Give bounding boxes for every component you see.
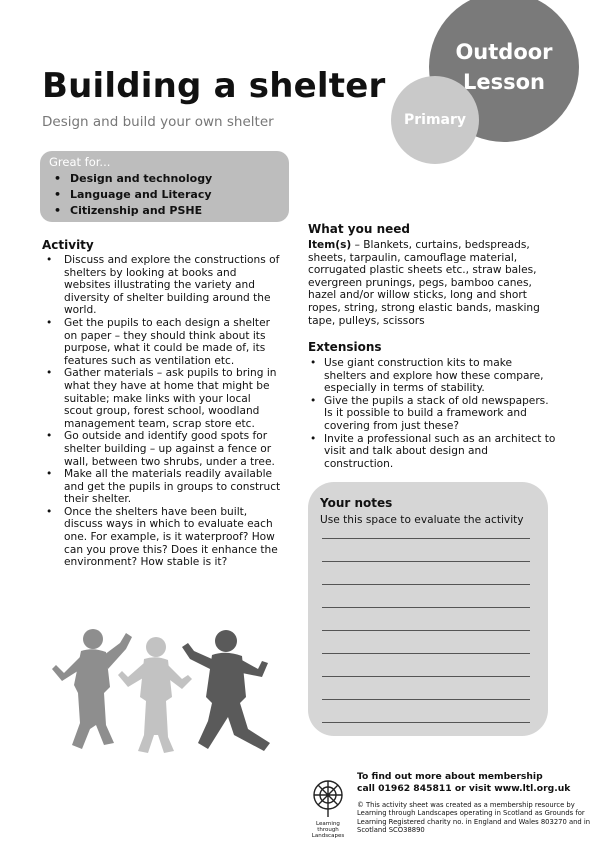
notes-line[interactable] [322, 607, 530, 608]
notes-line[interactable] [322, 630, 530, 631]
notes-heading: Your notes [320, 496, 393, 510]
children-silhouettes-image [48, 625, 293, 765]
list-item: • Design and technology [54, 171, 212, 187]
membership-line-2[interactable]: call 01962 845811 or visit www.ltl.org.uk [357, 783, 571, 794]
list-item: • Use giant construction kits to make shelters and explore how these compare, especially in terms of stability. [308, 357, 556, 395]
extensions-heading: Extensions [308, 340, 382, 354]
notes-line[interactable] [322, 538, 530, 539]
list-item: • Get the pupils to each design a shelter on paper – they should think about its purpose, what it could be made of, its features such as ventilation etc. [42, 317, 282, 367]
items-paragraph [308, 239, 556, 327]
list-item: • Discuss and explore the constructions of shelters by looking at books and websites illustrating the variety and diversity of shelter building around the world. [42, 254, 282, 317]
membership-line-1: To find out more about membership [357, 771, 543, 782]
list-item: • Give the pupils a stack of old newspapers. Is it possible to build a framework and covering from just these? [308, 395, 556, 433]
notes-subtitle: Use this space to evaluate the activity [320, 514, 524, 526]
page-subtitle: Design and build your own shelter [42, 114, 274, 130]
list-item: • Invite a professional such as an architect to visit and talk about design and construction. [308, 433, 556, 471]
list-item: • Gather materials – ask pupils to bring in what they have at home that might be suitable; make links with your local scout group, forest school, woodland management team, scrap store etc. [42, 367, 282, 430]
child-silhouette-2 [118, 637, 192, 753]
list-item: • Language and Literacy [54, 187, 212, 203]
svg-text:through: through [317, 827, 339, 833]
notes-line[interactable] [322, 561, 530, 562]
svg-text:Landscapes: Landscapes [311, 833, 345, 839]
list-item: • Citizenship and PSHE [54, 203, 212, 219]
notes-line[interactable] [322, 722, 530, 723]
badge-line-2: Lesson [462, 70, 545, 94]
list-item: • Go outside and identify good spots for shelter building – up against a fence or wall, between two shrubs, under a tree. [42, 430, 282, 468]
notes-line[interactable] [322, 676, 530, 677]
great-for-heading: Great for... [49, 155, 111, 169]
items-text: – Blankets, curtains, bedspreads, sheets, tarpaulin, camouflage material, corrugated plastic sheets etc., straw bales, evergreen prunings, pegs, bamboo canes, hazel and/or willow sticks, long and short ropes, string, strong elastic bands, masking tape, pulleys, scissors [308, 239, 540, 327]
child-silhouette-3 [182, 630, 270, 751]
list-item: • Once the shelters have been built, discuss ways in which to evaluate each one. For example, is it waterproof? How can you prove this? Does it enhance the environment? How stable is it? [42, 506, 282, 569]
extensions-list [308, 357, 556, 470]
activity-heading: Activity [42, 238, 94, 252]
child-silhouette-1 [52, 629, 132, 749]
notes-box [308, 482, 548, 736]
badge-line-1: Outdoor [455, 40, 553, 64]
page-title: Building a shelter [42, 66, 386, 106]
copyright-note: © This activity sheet was created as a membership resource by Learning through Landscapes operating in Scotland as Grounds for Learning Registered charity no. in England and Wales 803270 and in Scotland SCO38890 [357, 801, 591, 835]
svg-text:Learning: Learning [316, 821, 340, 827]
notes-line[interactable] [322, 584, 530, 585]
great-for-box [40, 151, 289, 222]
what-you-need-heading: What you need [308, 222, 410, 236]
ltl-logo-icon [304, 773, 352, 839]
notes-line[interactable] [322, 653, 530, 654]
activity-list [42, 254, 282, 569]
primary-badge [391, 76, 479, 164]
membership-info [357, 771, 570, 795]
notes-line[interactable] [322, 699, 530, 700]
great-for-list [54, 171, 212, 219]
list-item: • Make all the materials readily available and get the pupils in groups to construct their shelter. [42, 468, 282, 506]
items-label: Item(s) [308, 239, 352, 251]
level-label: Primary [403, 112, 467, 128]
